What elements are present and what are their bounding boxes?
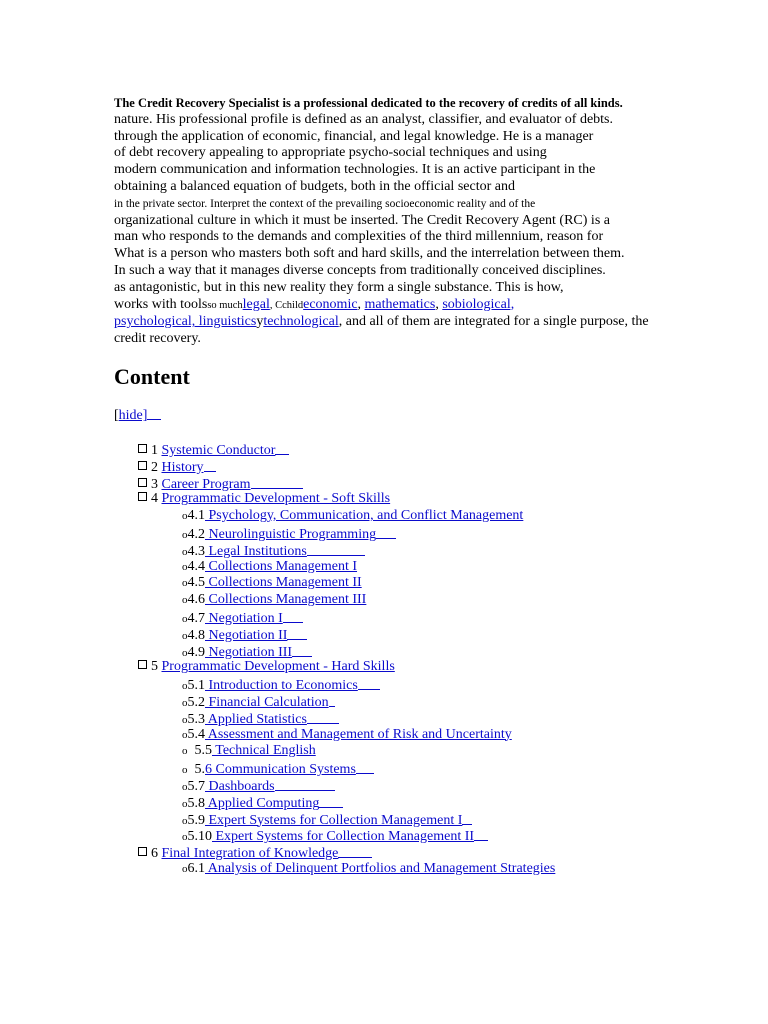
hide-toggle — [114, 406, 161, 424]
toc-link-trail — [292, 643, 312, 657]
toc-item-number: 5.10 — [187, 829, 212, 845]
link-economic[interactable]: economic — [303, 296, 358, 312]
toc-item-link[interactable]: History — [161, 459, 204, 475]
toc-link-trail — [287, 626, 307, 640]
toc-link-trail — [474, 827, 488, 841]
intro-line: organizational culture in which it must be inserted. The Credit Recovery Agent (RC) is a — [114, 212, 610, 228]
toc-item-number: 4.2 — [187, 526, 205, 542]
toc-link-trail — [283, 609, 303, 623]
toc-item-link[interactable]: Neurolinguistic Programming — [205, 526, 377, 542]
toc-item-link[interactable]: Final Integration of Knowledge — [161, 846, 339, 862]
toc-item-link[interactable]: Collections Management II — [205, 575, 362, 591]
toc-item — [0, 592, 768, 609]
circle-bullet-icon: o — [182, 629, 188, 642]
toc-item-number: 5.7 — [187, 778, 205, 794]
link-mathematics[interactable]: mathematics — [364, 296, 436, 312]
square-bullet-icon — [138, 444, 147, 453]
intro-line: nature. His professional profile is defined as an analyst, classifier, and evaluator of debts. — [114, 111, 614, 127]
toc-link-trail — [251, 475, 303, 489]
toc-item-number: 1 — [151, 443, 162, 458]
toc-item-link[interactable]: 6 Communication Systems — [205, 762, 356, 778]
toc-item — [0, 508, 768, 525]
toc-item-number: 4.7 — [187, 610, 205, 626]
toc-item-link[interactable]: Collections Management III — [205, 592, 367, 608]
toc-item-number: 5.4 — [187, 726, 205, 742]
toc-item-link[interactable]: Dashboards — [205, 778, 275, 794]
toc-item — [0, 659, 768, 676]
toc-item — [0, 441, 768, 458]
toc-item-number: 2 — [151, 459, 162, 475]
toc-item-number: 6 — [151, 846, 162, 862]
content-heading: Content — [114, 364, 190, 389]
circle-bullet-icon: o — [182, 745, 188, 758]
toc-link-trail — [356, 760, 374, 774]
link-psychological-linguistics[interactable]: psychological, linguistics — [114, 314, 257, 330]
toc-link-trail — [275, 777, 335, 791]
intro-lead-sentence: The Credit Recovery Specialist is a professional dedicated to the recovery of credits of all kinds. — [114, 96, 623, 110]
comma-c-text: , C — [269, 299, 283, 311]
intro-line-links — [114, 314, 694, 331]
toc-item-link[interactable]: Programmatic Development - Soft Skills — [161, 491, 391, 507]
toc-link-trail — [307, 710, 339, 724]
toc-item — [0, 693, 768, 710]
intro-line: In such a way that it manages diverse concepts from traditionally conceived disciplines. — [114, 262, 606, 278]
toc-item — [0, 710, 768, 727]
toc-item-link[interactable]: Introduction to Economics — [205, 678, 358, 694]
toc-item — [0, 542, 768, 559]
square-bullet-icon — [138, 478, 147, 487]
square-bullet-icon — [138, 461, 147, 470]
toc-item-number: 4.1 — [187, 508, 205, 524]
toc-link-trail — [376, 525, 396, 539]
circle-bullet-icon: o — [182, 680, 188, 693]
toc-item — [0, 458, 768, 475]
toc-item — [0, 727, 768, 744]
circle-bullet-icon: o — [182, 545, 188, 558]
toc-item-number: 4.3 — [187, 543, 205, 559]
toc-item-link[interactable]: Negotiation I — [205, 610, 283, 626]
intro-line: man who responds to the demands and complexities of the third millennium, reason for — [114, 229, 604, 245]
toc-item — [0, 861, 768, 878]
hide-link[interactable]: hide] — [118, 408, 148, 423]
works-with-text: works with tools — [114, 296, 208, 312]
toc-item-number: 5.2 — [187, 694, 205, 710]
toc-item-number: 5.1 — [187, 678, 205, 694]
toc-item-number: 4.6 — [187, 592, 205, 608]
toc-item-link[interactable]: Technical English — [212, 743, 316, 759]
toc-item-number: 5.9 — [187, 812, 205, 828]
toc-item-number: 4.8 — [187, 627, 205, 643]
toc-item — [0, 811, 768, 828]
toc-item — [0, 525, 768, 542]
link-technological[interactable]: technological — [263, 314, 339, 330]
toc-item-link[interactable]: Negotiation II — [205, 627, 288, 643]
toc-item-number: 5.8 — [187, 795, 205, 811]
intro-paragraph — [114, 95, 694, 348]
toc-item — [0, 827, 768, 844]
toc-link-trail — [462, 811, 472, 825]
toc-item-number: 6.1 — [187, 860, 205, 876]
circle-bullet-icon: o — [182, 728, 188, 741]
circle-bullet-icon: o — [182, 560, 188, 573]
toc-item-link[interactable]: Collections Management I — [205, 558, 358, 574]
toc-item — [0, 609, 768, 626]
circle-bullet-icon: o — [182, 510, 188, 523]
toc-link-trail — [338, 844, 372, 858]
toc-item-link[interactable]: Financial Calculation — [205, 694, 329, 710]
toc-item-link[interactable]: Applied Computing — [205, 795, 320, 811]
toc-item — [0, 475, 768, 492]
child-text: child — [282, 299, 304, 311]
circle-bullet-icon: o — [182, 528, 188, 541]
toc-item-number: 3 — [151, 476, 162, 492]
intro-line-links: works with toolsso muchlegal, Cchildeconomic, mathematics, sobiological, — [114, 296, 515, 312]
intro-last-line: credit recovery. — [114, 331, 201, 347]
toc-item-number: 4.5 — [187, 575, 205, 591]
toc-item-number: 4 — [151, 491, 162, 507]
toc-item-number: 5. — [187, 762, 205, 778]
so-much-text: so much — [207, 299, 243, 311]
circle-bullet-icon: o — [182, 797, 188, 810]
circle-bullet-icon: o — [182, 764, 188, 777]
toc-item-link[interactable]: Assessment and Management of Risk and Uncertainty — [205, 726, 512, 742]
toc-item-link[interactable]: Negotiation III — [205, 644, 293, 660]
toc-item-number: 4.9 — [187, 644, 205, 660]
toc-item-link[interactable]: Expert Systems for Collection Management II — [212, 829, 475, 845]
toc-item — [0, 794, 768, 811]
square-bullet-icon — [138, 847, 147, 856]
toc-item — [0, 559, 768, 576]
toc-item-link[interactable]: Legal Institutions — [205, 543, 307, 559]
toc-link-trail — [358, 676, 380, 690]
circle-bullet-icon: o — [182, 577, 188, 590]
toc-item — [0, 777, 768, 794]
circle-bullet-icon: o — [182, 696, 188, 709]
circle-bullet-icon: o — [182, 594, 188, 607]
toc-item — [0, 760, 768, 777]
circle-bullet-icon: o — [182, 814, 188, 827]
toc-item — [0, 491, 768, 508]
hide-link-trail — [147, 406, 161, 420]
intro-line: obtaining a balanced equation of budgets, both in the official sector and — [114, 178, 515, 194]
intro-line: through the application of economic, financial, and legal knowledge. He is a manager — [114, 128, 594, 144]
intro-line: in the private sector. Interpret the context of the prevailing socioeconomic reality and of the — [114, 197, 536, 210]
toc-item — [0, 743, 768, 760]
toc-item — [0, 676, 768, 693]
circle-bullet-icon: o — [182, 862, 188, 875]
intro-line: What is a person who masters both soft and hard skills, and the interrelation between them. — [114, 246, 625, 262]
toc-item-link[interactable]: Systemic Conductor — [161, 443, 276, 458]
toc-item-link[interactable]: Expert Systems for Collection Management I — [205, 812, 463, 828]
toc-item — [0, 626, 768, 643]
toc-link-trail — [275, 441, 289, 455]
toc-item-number: 5 — [151, 659, 162, 675]
circle-bullet-icon: o — [182, 646, 188, 659]
circle-bullet-icon: o — [182, 612, 188, 625]
toc-item-link[interactable]: Applied Statistics — [205, 711, 307, 727]
toc-item-link[interactable]: Psychology, Communication, and Conflict Management — [205, 508, 524, 524]
y-text: y — [256, 314, 264, 330]
toc-link-trail — [204, 458, 216, 472]
circle-bullet-icon: o — [182, 831, 188, 844]
toc-item-number: 5.5 — [187, 743, 212, 759]
toc-link-trail — [329, 693, 335, 707]
toc-item-number: 5.3 — [187, 711, 205, 727]
toc-item-link[interactable]: Analysis of Delinquent Portfolios and Management Strategies — [205, 860, 556, 876]
intro-line: as antagonistic, but in this new reality they form a single substance. This is how, — [114, 279, 564, 295]
toc-item — [0, 575, 768, 592]
circle-bullet-icon: o — [182, 713, 188, 726]
toc-link-trail — [319, 794, 343, 808]
square-bullet-icon — [138, 660, 147, 669]
toc-link-trail — [307, 542, 365, 556]
circle-bullet-icon: o — [182, 780, 188, 793]
toc-item — [0, 643, 768, 660]
hide-bracket: [ — [114, 408, 119, 423]
toc-item-number: 4.4 — [187, 558, 205, 574]
toc-item — [0, 844, 768, 861]
table-of-contents — [0, 441, 768, 878]
toc-item-link[interactable]: Career Program — [161, 476, 251, 492]
link-legal[interactable]: legal — [242, 296, 270, 312]
square-bullet-icon — [138, 492, 147, 501]
link-sobiological[interactable]: sobiological, — [442, 296, 515, 312]
intro-line: of debt recovery appealing to appropriate psycho-social techniques and using — [114, 145, 547, 161]
ending-text: , and all of them are integrated for a single purpose, the — [338, 314, 649, 330]
intro-line: modern communication and information technologies. It is an active participant in the — [114, 162, 596, 178]
toc-item-link[interactable]: Programmatic Development - Hard Skills — [161, 659, 395, 675]
